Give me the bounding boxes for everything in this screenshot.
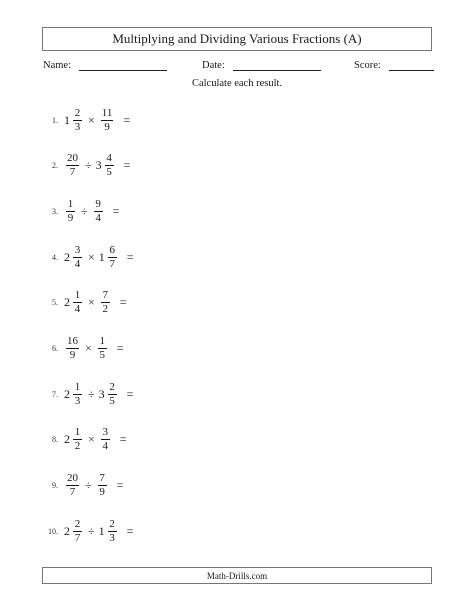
- problem-row: [0, 471, 474, 501]
- fraction: [108, 519, 117, 544]
- fraction: [108, 382, 117, 407]
- fraction: [73, 382, 82, 407]
- whole-number: 2: [64, 386, 70, 401]
- fraction-numerator: 4: [106, 152, 112, 165]
- problem-row: [0, 105, 474, 135]
- equals-sign: =: [116, 341, 124, 355]
- problem-number: 8.: [52, 435, 58, 445]
- fraction-denominator: 9: [69, 349, 76, 361]
- operator-symbol: ×: [88, 432, 95, 447]
- fraction-denominator: 5: [106, 166, 112, 179]
- fraction-numerator: 1: [74, 426, 81, 439]
- fraction: [73, 290, 82, 315]
- worksheet-title: Multiplying and Dividing Various Fractions (A): [112, 31, 362, 46]
- fraction-denominator: 7: [109, 257, 116, 270]
- operator-symbol: ×: [88, 112, 95, 127]
- problem-expression: [64, 427, 127, 452]
- fraction-numerator: 20: [67, 152, 78, 165]
- fraction: [66, 473, 79, 498]
- equals-sign: =: [119, 295, 127, 310]
- fraction-numerator: 2: [74, 517, 81, 530]
- problem-number: 2.: [52, 161, 58, 171]
- operator-symbol: ÷: [88, 386, 95, 401]
- whole-number: 1: [98, 523, 105, 538]
- fraction-numerator: 7: [102, 289, 109, 302]
- fraction-numerator: 3: [74, 243, 81, 256]
- worksheet-title-box: [42, 27, 432, 51]
- problem-expression: [64, 199, 119, 224]
- fraction: [101, 290, 110, 315]
- operator-symbol: ÷: [81, 203, 88, 218]
- problem-number: 4.: [52, 252, 58, 262]
- whole-number: 3: [98, 386, 105, 401]
- problem-number: 5.: [52, 298, 58, 308]
- problem-row: [0, 379, 474, 409]
- problem-number: 10.: [48, 526, 58, 536]
- fraction-numerator: 7: [99, 472, 105, 485]
- fraction-numerator: 16: [67, 335, 78, 347]
- score-label: Score:: [354, 60, 381, 71]
- fraction-numerator: 2: [74, 106, 81, 119]
- fraction: [101, 427, 110, 452]
- equals-sign: =: [126, 523, 134, 538]
- operator-symbol: ÷: [85, 158, 92, 173]
- equals-sign: =: [123, 112, 131, 127]
- fraction-numerator: 20: [67, 472, 78, 485]
- fraction-denominator: 5: [99, 349, 106, 361]
- fraction-denominator: 3: [74, 394, 81, 407]
- instruction-text: Calculate each result.: [191, 78, 283, 89]
- fraction: [108, 245, 117, 270]
- score-field: [354, 58, 434, 71]
- fraction-denominator: 3: [109, 531, 115, 544]
- date-blank-line: [233, 58, 321, 71]
- fraction-denominator: 2: [102, 303, 109, 316]
- problem-row: [0, 242, 474, 272]
- problem-expression: [64, 153, 130, 178]
- fraction: [66, 153, 79, 178]
- operator-symbol: ×: [85, 341, 92, 355]
- equals-sign: =: [126, 386, 134, 401]
- problem-expression: [64, 108, 130, 133]
- whole-number: 1: [64, 112, 70, 127]
- whole-number: 2: [64, 295, 70, 310]
- fraction: [73, 427, 82, 452]
- fraction-denominator: 9: [67, 211, 74, 224]
- whole-number: 2: [64, 249, 70, 264]
- problem-expression: [64, 473, 123, 498]
- fraction-numerator: 2: [109, 517, 115, 530]
- operator-symbol: ×: [88, 295, 95, 310]
- fraction-denominator: 7: [69, 486, 76, 499]
- whole-number: 3: [95, 158, 102, 173]
- operator-symbol: ×: [88, 249, 95, 264]
- fraction-numerator: 3: [102, 426, 109, 439]
- fraction-denominator: 4: [74, 257, 81, 270]
- fraction-numerator: 1: [74, 380, 81, 393]
- problem-row: [0, 151, 474, 181]
- fraction: [66, 199, 75, 224]
- score-blank-line: [389, 58, 434, 71]
- problem-number: 3.: [52, 206, 58, 216]
- date-label: Date:: [202, 60, 225, 71]
- fraction-denominator: 4: [95, 211, 101, 224]
- fraction: [101, 108, 114, 133]
- problem-row: [0, 334, 474, 364]
- equals-sign: =: [116, 478, 124, 493]
- whole-number: 2: [64, 523, 70, 538]
- problem-row: [0, 425, 474, 455]
- problem-expression: [64, 519, 133, 544]
- equals-sign: =: [119, 432, 127, 447]
- fraction-denominator: 9: [104, 120, 110, 133]
- problem-number: 1.: [52, 115, 58, 125]
- problem-expression: [64, 290, 127, 315]
- problem-row: [0, 288, 474, 318]
- fraction-numerator: 11: [101, 106, 113, 119]
- name-label: Name:: [43, 60, 71, 71]
- operator-symbol: ÷: [85, 478, 92, 493]
- fraction: [94, 199, 103, 224]
- fraction-numerator: 6: [109, 243, 116, 256]
- operator-symbol: ÷: [88, 523, 95, 538]
- fraction-denominator: 4: [74, 303, 81, 316]
- student-info-row: [0, 58, 474, 74]
- problem-row: [0, 516, 474, 546]
- problem-number: 7.: [52, 389, 58, 399]
- fraction: [66, 336, 79, 361]
- footer-box: [42, 567, 432, 584]
- fraction-denominator: 4: [102, 440, 109, 453]
- whole-number: 1: [98, 249, 105, 264]
- fraction: [98, 336, 107, 361]
- whole-number: 2: [64, 432, 70, 447]
- fraction: [73, 519, 82, 544]
- problem-expression: [64, 245, 134, 270]
- fraction-denominator: 7: [69, 166, 76, 179]
- footer-text: Math-Drills.com: [206, 570, 268, 581]
- fraction-numerator: 9: [95, 197, 101, 210]
- problem-number: 9.: [52, 481, 58, 491]
- fraction-denominator: 3: [74, 120, 81, 133]
- problem-number: 6.: [52, 344, 58, 353]
- fraction: [105, 153, 114, 178]
- fraction-denominator: 9: [99, 486, 105, 499]
- fraction-numerator: 1: [74, 289, 81, 302]
- equals-sign: =: [126, 249, 134, 264]
- fraction: [73, 245, 82, 270]
- fraction-denominator: 2: [74, 440, 81, 453]
- name-field: [43, 58, 167, 71]
- fraction-denominator: 7: [74, 531, 81, 544]
- equals-sign: =: [112, 203, 120, 218]
- fraction-numerator: 1: [99, 335, 106, 347]
- problem-row: [0, 196, 474, 226]
- fraction-denominator: 5: [109, 394, 115, 407]
- name-blank-line: [79, 58, 167, 71]
- problem-expression: [64, 336, 124, 361]
- fraction-numerator: 1: [67, 197, 74, 210]
- equals-sign: =: [123, 158, 131, 173]
- fraction-numerator: 2: [109, 380, 115, 393]
- problem-expression: [64, 382, 133, 407]
- fraction: [73, 108, 82, 133]
- date-field: [202, 58, 321, 71]
- fraction: [98, 473, 107, 498]
